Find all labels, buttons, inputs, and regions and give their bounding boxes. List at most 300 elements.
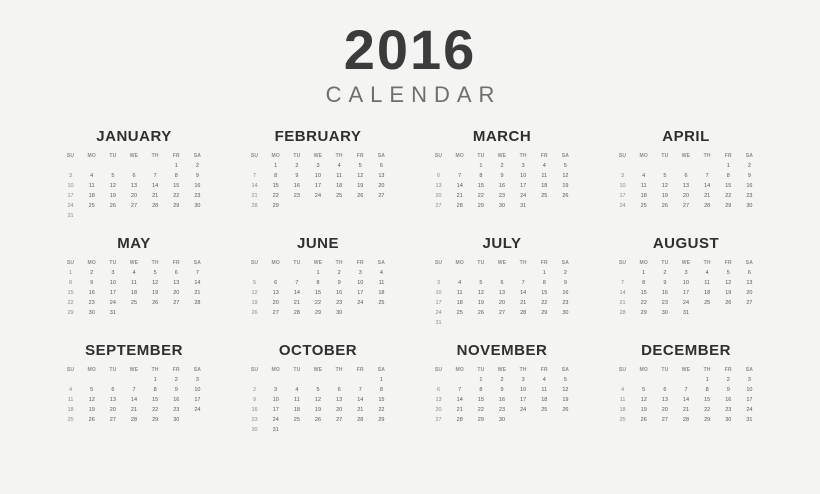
- day-cell[interactable]: 22: [725, 193, 732, 199]
- month-block[interactable]: [60, 128, 208, 221]
- day-cell[interactable]: 28: [456, 203, 463, 209]
- day-cell[interactable]: 14: [682, 397, 690, 403]
- day-cell[interactable]: 19: [109, 193, 116, 199]
- day-cell[interactable]: 18: [293, 407, 300, 413]
- day-cell[interactable]: 8: [705, 387, 709, 393]
- day-cell[interactable]: 16: [336, 290, 343, 296]
- day-cell[interactable]: 25: [640, 203, 647, 209]
- day-cell[interactable]: 5: [642, 387, 646, 393]
- day-cell[interactable]: 2: [195, 163, 199, 169]
- day-cell[interactable]: 17: [67, 193, 74, 199]
- day-cell[interactable]: 7: [621, 280, 625, 286]
- day-cell[interactable]: 27: [435, 417, 442, 423]
- day-cell[interactable]: 30: [498, 203, 506, 209]
- day-cell[interactable]: 23: [746, 193, 753, 199]
- day-cell[interactable]: 10: [435, 290, 442, 296]
- day-cell[interactable]: 18: [704, 290, 711, 296]
- day-cell[interactable]: 24: [682, 300, 690, 306]
- day-cell[interactable]: 6: [274, 280, 278, 286]
- day-cell[interactable]: 29: [378, 417, 385, 423]
- day-cell[interactable]: 15: [67, 290, 74, 296]
- day-cell[interactable]: 10: [194, 387, 201, 393]
- day-cell[interactable]: 30: [251, 427, 258, 433]
- day-cell[interactable]: 5: [563, 163, 567, 169]
- day-cell[interactable]: 15: [477, 397, 484, 403]
- day-cell[interactable]: 14: [619, 290, 626, 296]
- day-cell[interactable]: 28: [251, 203, 258, 209]
- day-cell[interactable]: 31: [682, 310, 690, 316]
- day-cell[interactable]: 29: [704, 417, 711, 423]
- day-cell[interactable]: 20: [682, 193, 690, 199]
- day-cell[interactable]: 5: [726, 270, 730, 276]
- day-cell[interactable]: 1: [705, 377, 709, 383]
- day-cell[interactable]: 29: [640, 310, 647, 316]
- day-cell[interactable]: 23: [336, 300, 343, 306]
- day-cell[interactable]: 17: [314, 183, 322, 189]
- day-cell[interactable]: 23: [88, 300, 95, 306]
- day-cell[interactable]: 15: [704, 397, 711, 403]
- day-cell[interactable]: 18: [640, 193, 647, 199]
- day-cell[interactable]: 16: [88, 290, 95, 296]
- day-cell[interactable]: 27: [173, 300, 180, 306]
- day-cell[interactable]: 24: [67, 203, 74, 209]
- day-cell[interactable]: 5: [563, 377, 567, 383]
- day-cell[interactable]: 13: [682, 183, 690, 189]
- day-cell[interactable]: 9: [90, 280, 94, 286]
- day-cell[interactable]: 20: [336, 407, 343, 413]
- day-cell[interactable]: 29: [477, 417, 484, 423]
- day-cell[interactable]: 29: [477, 203, 484, 209]
- day-cell[interactable]: 27: [498, 310, 506, 316]
- day-cell[interactable]: 6: [379, 163, 383, 169]
- day-cell[interactable]: 26: [251, 310, 258, 316]
- day-cell[interactable]: 4: [90, 173, 94, 179]
- day-cell[interactable]: 26: [562, 407, 569, 413]
- day-cell[interactable]: 23: [661, 300, 668, 306]
- day-cell[interactable]: 1: [642, 270, 646, 276]
- day-cell[interactable]: 13: [130, 183, 138, 189]
- day-cell[interactable]: 27: [272, 310, 279, 316]
- day-cell[interactable]: 3: [437, 280, 441, 286]
- day-cell[interactable]: 2: [726, 377, 730, 383]
- day-cell[interactable]: 28: [293, 310, 300, 316]
- day-cell[interactable]: 21: [704, 193, 711, 199]
- day-cell[interactable]: 23: [725, 407, 732, 413]
- day-cell[interactable]: 2: [747, 163, 751, 169]
- day-cell[interactable]: 25: [456, 310, 463, 316]
- day-cell[interactable]: 10: [520, 387, 527, 393]
- day-cell[interactable]: 12: [725, 280, 732, 286]
- day-cell[interactable]: 11: [704, 280, 710, 286]
- day-cell[interactable]: 18: [130, 290, 138, 296]
- day-cell[interactable]: 18: [378, 290, 385, 296]
- day-cell[interactable]: 7: [458, 173, 462, 179]
- day-cell[interactable]: 13: [173, 280, 180, 286]
- day-cell[interactable]: 4: [621, 387, 625, 393]
- day-cell[interactable]: 8: [479, 173, 483, 179]
- day-cell[interactable]: 21: [152, 193, 159, 199]
- day-cell[interactable]: 24: [435, 310, 442, 316]
- day-cell[interactable]: 3: [274, 387, 278, 393]
- day-cell[interactable]: 7: [705, 173, 709, 179]
- month-block[interactable]: [612, 235, 760, 328]
- day-cell[interactable]: 10: [67, 183, 74, 189]
- day-cell[interactable]: 2: [663, 270, 667, 276]
- day-cell[interactable]: 26: [477, 310, 484, 316]
- day-cell[interactable]: 2: [295, 163, 299, 169]
- day-cell[interactable]: 2: [90, 270, 94, 276]
- day-cell[interactable]: 1: [316, 270, 320, 276]
- day-cell[interactable]: 25: [541, 193, 548, 199]
- day-cell[interactable]: 7: [195, 270, 199, 276]
- day-cell[interactable]: 30: [498, 417, 506, 423]
- day-cell[interactable]: 1: [274, 163, 278, 169]
- day-cell[interactable]: 25: [336, 193, 343, 199]
- day-cell[interactable]: 11: [619, 397, 626, 403]
- day-cell[interactable]: 22: [640, 300, 647, 306]
- day-cell[interactable]: 30: [194, 203, 201, 209]
- day-cell[interactable]: 13: [661, 397, 668, 403]
- day-cell[interactable]: 3: [69, 173, 73, 179]
- day-cell[interactable]: 24: [194, 407, 201, 413]
- day-cell[interactable]: 22: [152, 407, 159, 413]
- day-cell[interactable]: 1: [174, 163, 178, 169]
- day-cell[interactable]: 2: [563, 270, 567, 276]
- day-cell[interactable]: 4: [379, 270, 383, 276]
- day-cell[interactable]: 12: [88, 397, 95, 403]
- month-block[interactable]: [244, 235, 392, 328]
- day-cell[interactable]: 25: [67, 417, 74, 423]
- day-cell[interactable]: 9: [253, 397, 257, 403]
- day-cell[interactable]: 9: [195, 173, 199, 179]
- day-cell[interactable]: 22: [173, 193, 180, 199]
- day-cell[interactable]: 12: [109, 183, 116, 189]
- day-cell[interactable]: 22: [378, 407, 385, 413]
- day-cell[interactable]: 1: [479, 163, 483, 169]
- day-cell[interactable]: 8: [642, 280, 646, 286]
- day-cell[interactable]: 13: [498, 290, 506, 296]
- day-cell[interactable]: 18: [619, 407, 626, 413]
- day-cell[interactable]: 9: [663, 280, 667, 286]
- day-cell[interactable]: 26: [562, 193, 569, 199]
- day-cell[interactable]: 12: [640, 397, 647, 403]
- day-cell[interactable]: 16: [498, 397, 506, 403]
- day-cell[interactable]: 15: [477, 183, 484, 189]
- day-cell[interactable]: 23: [293, 193, 300, 199]
- day-cell[interactable]: 21: [357, 407, 364, 413]
- day-cell[interactable]: 16: [725, 397, 732, 403]
- day-cell[interactable]: 30: [661, 310, 668, 316]
- day-cell[interactable]: 13: [109, 397, 116, 403]
- day-cell[interactable]: 1: [542, 270, 546, 276]
- day-cell[interactable]: 4: [542, 377, 546, 383]
- day-cell[interactable]: 7: [153, 173, 157, 179]
- day-cell[interactable]: 9: [747, 173, 751, 179]
- day-cell[interactable]: 5: [90, 387, 94, 393]
- day-cell[interactable]: 10: [109, 280, 116, 286]
- day-cell[interactable]: 8: [316, 280, 320, 286]
- day-cell[interactable]: 14: [130, 397, 138, 403]
- day-cell[interactable]: 4: [705, 270, 709, 276]
- day-cell[interactable]: 7: [295, 280, 299, 286]
- day-cell[interactable]: 29: [725, 203, 732, 209]
- day-cell[interactable]: 24: [109, 300, 116, 306]
- day-cell[interactable]: 20: [435, 407, 442, 413]
- day-cell[interactable]: 16: [562, 290, 569, 296]
- day-cell[interactable]: 3: [684, 270, 688, 276]
- day-cell[interactable]: 25: [378, 300, 385, 306]
- day-cell[interactable]: 16: [173, 397, 180, 403]
- day-cell[interactable]: 25: [704, 300, 711, 306]
- month-block[interactable]: [60, 342, 208, 435]
- day-cell[interactable]: 8: [69, 280, 73, 286]
- day-cell[interactable]: 19: [477, 300, 484, 306]
- day-cell[interactable]: 5: [316, 387, 320, 393]
- day-cell[interactable]: 26: [109, 203, 116, 209]
- day-cell[interactable]: 2: [500, 377, 504, 383]
- day-cell[interactable]: 3: [521, 163, 525, 169]
- day-cell[interactable]: 14: [704, 183, 711, 189]
- month-block[interactable]: [612, 128, 760, 221]
- day-cell[interactable]: 3: [358, 270, 362, 276]
- day-cell[interactable]: 31: [272, 427, 279, 433]
- day-cell[interactable]: 7: [253, 173, 257, 179]
- day-cell[interactable]: 10: [314, 173, 322, 179]
- day-cell[interactable]: 19: [152, 290, 159, 296]
- day-cell[interactable]: 8: [174, 173, 178, 179]
- day-cell[interactable]: 9: [500, 387, 504, 393]
- day-cell[interactable]: 7: [132, 387, 136, 393]
- day-cell[interactable]: 11: [67, 397, 74, 403]
- day-cell[interactable]: 11: [378, 280, 385, 286]
- day-cell[interactable]: 27: [682, 203, 690, 209]
- day-cell[interactable]: 13: [435, 183, 442, 189]
- day-cell[interactable]: 26: [152, 300, 159, 306]
- day-cell[interactable]: 14: [520, 290, 527, 296]
- day-cell[interactable]: 15: [378, 397, 385, 403]
- day-cell[interactable]: 18: [456, 300, 463, 306]
- day-cell[interactable]: 25: [541, 407, 548, 413]
- month-block[interactable]: [244, 128, 392, 221]
- day-cell[interactable]: 6: [684, 173, 688, 179]
- day-cell[interactable]: 19: [357, 183, 364, 189]
- day-cell[interactable]: 20: [435, 193, 442, 199]
- day-cell[interactable]: 6: [111, 387, 115, 393]
- day-cell[interactable]: 29: [541, 310, 548, 316]
- day-cell[interactable]: 23: [498, 407, 506, 413]
- day-cell[interactable]: 25: [293, 417, 300, 423]
- day-cell[interactable]: 10: [746, 387, 753, 393]
- day-cell[interactable]: 29: [152, 417, 159, 423]
- day-cell[interactable]: 11: [541, 387, 548, 393]
- day-cell[interactable]: 8: [479, 387, 483, 393]
- day-cell[interactable]: 25: [88, 203, 95, 209]
- day-cell[interactable]: 14: [251, 183, 258, 189]
- day-cell[interactable]: 4: [458, 280, 462, 286]
- day-cell[interactable]: 11: [293, 397, 300, 403]
- day-cell[interactable]: 17: [194, 397, 201, 403]
- day-cell[interactable]: 13: [746, 280, 753, 286]
- day-cell[interactable]: 6: [747, 270, 751, 276]
- day-cell[interactable]: 7: [358, 387, 362, 393]
- day-cell[interactable]: 3: [195, 377, 199, 383]
- day-cell[interactable]: 24: [520, 193, 527, 199]
- day-cell[interactable]: 15: [314, 290, 322, 296]
- day-cell[interactable]: 3: [521, 377, 525, 383]
- day-cell[interactable]: 15: [725, 183, 732, 189]
- day-cell[interactable]: 29: [272, 203, 279, 209]
- day-cell[interactable]: 28: [619, 310, 626, 316]
- day-cell[interactable]: 23: [251, 417, 258, 423]
- day-cell[interactable]: 14: [194, 280, 201, 286]
- day-cell[interactable]: 1: [153, 377, 157, 383]
- day-cell[interactable]: 21: [251, 193, 258, 199]
- day-cell[interactable]: 30: [173, 417, 180, 423]
- day-cell[interactable]: 3: [316, 163, 320, 169]
- day-cell[interactable]: 21: [456, 193, 463, 199]
- day-cell[interactable]: 18: [541, 397, 548, 403]
- day-cell[interactable]: 8: [542, 280, 546, 286]
- day-cell[interactable]: 23: [194, 193, 201, 199]
- month-block[interactable]: [428, 342, 576, 435]
- month-block[interactable]: [60, 235, 208, 328]
- day-cell[interactable]: 5: [253, 280, 257, 286]
- day-cell[interactable]: 1: [479, 377, 483, 383]
- day-cell[interactable]: 27: [746, 300, 753, 306]
- day-cell[interactable]: 16: [251, 407, 258, 413]
- day-cell[interactable]: 30: [746, 203, 753, 209]
- day-cell[interactable]: 19: [562, 183, 569, 189]
- day-cell[interactable]: 20: [109, 407, 116, 413]
- day-cell[interactable]: 17: [109, 290, 116, 296]
- day-cell[interactable]: 19: [314, 407, 322, 413]
- day-cell[interactable]: 26: [314, 417, 322, 423]
- day-cell[interactable]: 12: [251, 290, 258, 296]
- day-cell[interactable]: 3: [111, 270, 115, 276]
- day-cell[interactable]: 19: [88, 407, 95, 413]
- day-cell[interactable]: 8: [379, 387, 383, 393]
- day-cell[interactable]: 31: [520, 203, 527, 209]
- day-cell[interactable]: 16: [498, 183, 506, 189]
- day-cell[interactable]: 17: [520, 397, 527, 403]
- day-cell[interactable]: 13: [336, 397, 343, 403]
- day-cell[interactable]: 19: [725, 290, 732, 296]
- day-cell[interactable]: 8: [726, 173, 730, 179]
- day-cell[interactable]: 20: [173, 290, 180, 296]
- day-cell[interactable]: 15: [541, 290, 548, 296]
- day-cell[interactable]: 13: [435, 397, 442, 403]
- day-cell[interactable]: 12: [562, 173, 569, 179]
- day-cell[interactable]: 26: [725, 300, 732, 306]
- day-cell[interactable]: 25: [619, 417, 626, 423]
- day-cell[interactable]: 12: [152, 280, 159, 286]
- day-cell[interactable]: 10: [682, 280, 690, 286]
- day-cell[interactable]: 30: [725, 417, 732, 423]
- day-cell[interactable]: 25: [130, 300, 138, 306]
- day-cell[interactable]: 6: [132, 173, 136, 179]
- day-cell[interactable]: 11: [456, 290, 463, 296]
- day-cell[interactable]: 4: [642, 173, 646, 179]
- day-cell[interactable]: 29: [67, 310, 74, 316]
- day-cell[interactable]: 11: [541, 173, 548, 179]
- day-cell[interactable]: 17: [746, 397, 753, 403]
- day-cell[interactable]: 31: [109, 310, 116, 316]
- day-cell[interactable]: 14: [293, 290, 300, 296]
- day-cell[interactable]: 20: [272, 300, 279, 306]
- day-cell[interactable]: 18: [67, 407, 74, 413]
- month-block[interactable]: [428, 128, 576, 221]
- day-cell[interactable]: 20: [378, 183, 385, 189]
- day-cell[interactable]: 31: [746, 417, 753, 423]
- day-cell[interactable]: 21: [520, 300, 527, 306]
- day-cell[interactable]: 16: [194, 183, 201, 189]
- day-cell[interactable]: 24: [357, 300, 364, 306]
- day-cell[interactable]: 13: [272, 290, 279, 296]
- day-cell[interactable]: 21: [619, 300, 626, 306]
- day-cell[interactable]: 5: [663, 173, 667, 179]
- day-cell[interactable]: 8: [274, 173, 278, 179]
- day-cell[interactable]: 19: [562, 397, 569, 403]
- day-cell[interactable]: 17: [520, 183, 527, 189]
- day-cell[interactable]: 28: [704, 203, 711, 209]
- day-cell[interactable]: 13: [378, 173, 385, 179]
- day-cell[interactable]: 23: [562, 300, 569, 306]
- day-cell[interactable]: 2: [337, 270, 341, 276]
- day-cell[interactable]: 12: [562, 387, 569, 393]
- day-cell[interactable]: 21: [293, 300, 300, 306]
- day-cell[interactable]: 9: [295, 173, 299, 179]
- day-cell[interactable]: 4: [69, 387, 73, 393]
- day-cell[interactable]: 22: [67, 300, 74, 306]
- day-cell[interactable]: 24: [619, 203, 626, 209]
- day-cell[interactable]: 1: [379, 377, 383, 383]
- month-block[interactable]: [428, 235, 576, 328]
- day-cell[interactable]: 26: [640, 417, 647, 423]
- day-cell[interactable]: 18: [541, 183, 548, 189]
- month-block[interactable]: [244, 342, 392, 435]
- day-cell[interactable]: 20: [661, 407, 668, 413]
- day-cell[interactable]: 9: [563, 280, 567, 286]
- day-cell[interactable]: 18: [336, 183, 343, 189]
- day-cell[interactable]: 22: [477, 193, 484, 199]
- day-cell[interactable]: 26: [88, 417, 95, 423]
- day-cell[interactable]: 27: [109, 417, 116, 423]
- day-cell[interactable]: 27: [435, 203, 442, 209]
- day-cell[interactable]: 12: [661, 183, 668, 189]
- day-cell[interactable]: 21: [456, 407, 463, 413]
- day-cell[interactable]: 21: [194, 290, 201, 296]
- day-cell[interactable]: 3: [747, 377, 751, 383]
- day-cell[interactable]: 6: [500, 280, 504, 286]
- day-cell[interactable]: 24: [746, 407, 753, 413]
- day-cell[interactable]: 10: [619, 183, 626, 189]
- day-cell[interactable]: 8: [153, 387, 157, 393]
- day-cell[interactable]: 11: [336, 173, 342, 179]
- day-cell[interactable]: 22: [704, 407, 711, 413]
- day-cell[interactable]: 21: [130, 407, 138, 413]
- day-cell[interactable]: 22: [314, 300, 322, 306]
- day-cell[interactable]: 9: [726, 387, 730, 393]
- day-cell[interactable]: 20: [498, 300, 506, 306]
- day-cell[interactable]: 9: [337, 280, 341, 286]
- day-cell[interactable]: 27: [661, 417, 668, 423]
- day-cell[interactable]: 5: [358, 163, 362, 169]
- day-cell[interactable]: 2: [174, 377, 178, 383]
- day-cell[interactable]: 20: [130, 193, 138, 199]
- day-cell[interactable]: 24: [520, 407, 527, 413]
- day-cell[interactable]: 24: [272, 417, 279, 423]
- day-cell[interactable]: 19: [640, 407, 647, 413]
